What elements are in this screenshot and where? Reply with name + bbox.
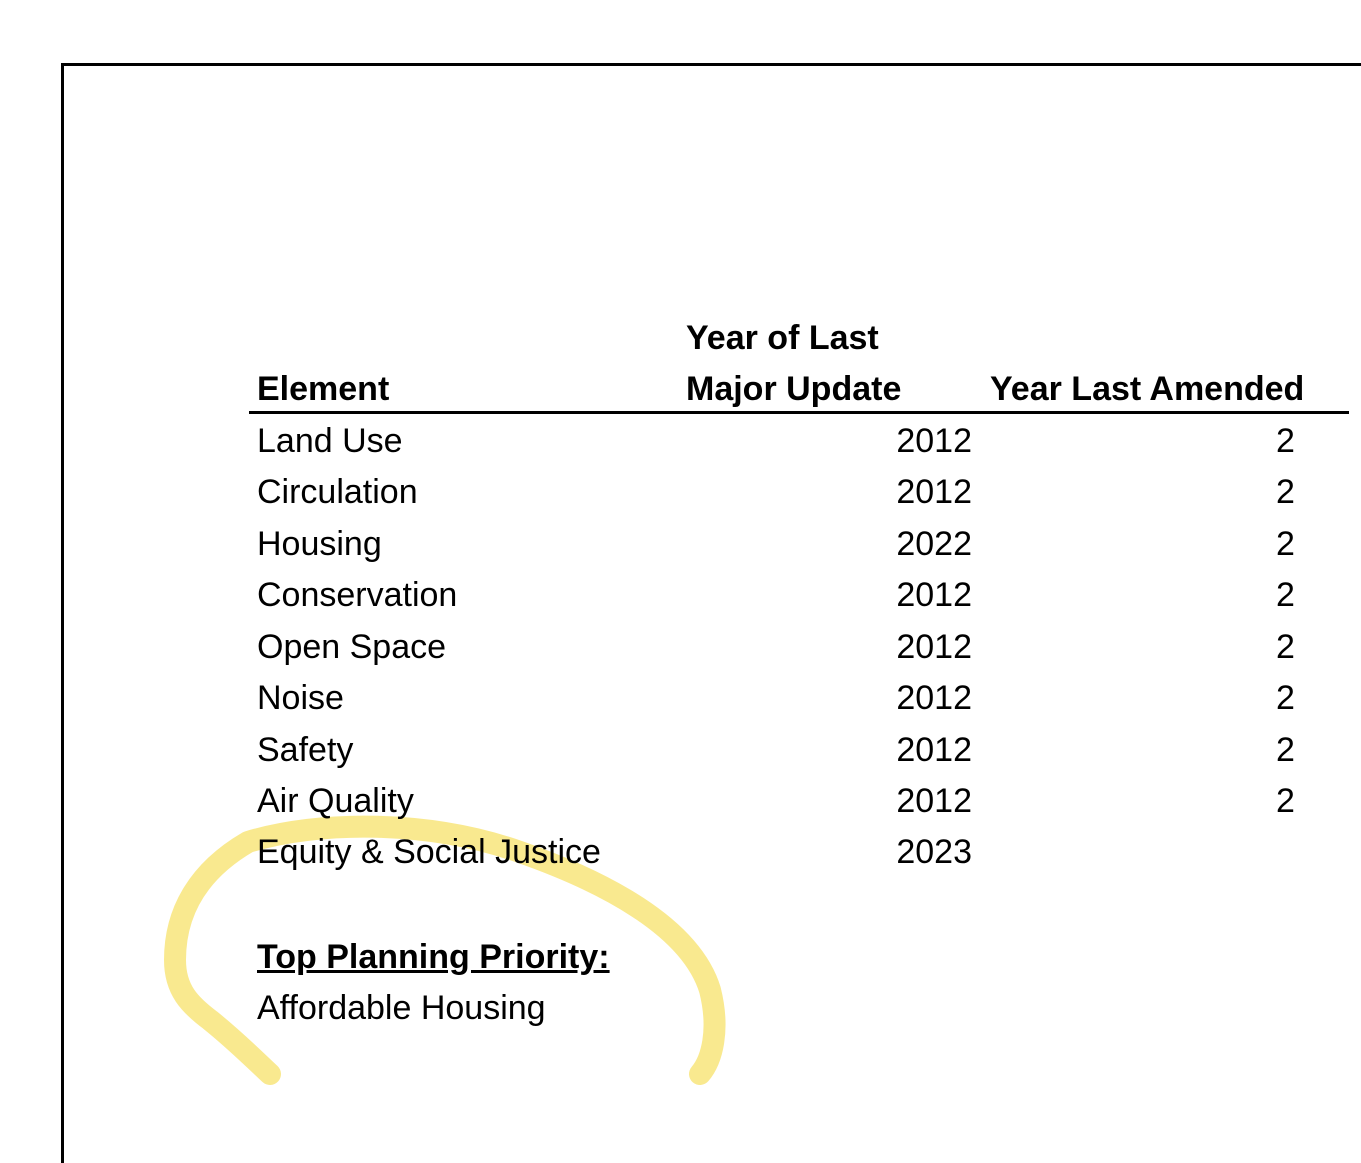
amended-cell: 2 — [1276, 422, 1295, 460]
amended-cell: 2 — [1276, 525, 1295, 563]
element-cell: Conservation — [257, 576, 458, 614]
element-cell: Land Use — [257, 422, 403, 460]
header-element: Element — [257, 370, 390, 408]
header-major-update-line2: Major Update — [686, 370, 902, 408]
element-cell: Open Space — [257, 628, 447, 666]
element-cell: Circulation — [257, 473, 418, 511]
major-update-cell: 2022 — [896, 525, 972, 563]
element-cell: Air Quality — [257, 782, 414, 820]
element-cell: Noise — [257, 679, 344, 717]
table-row — [0, 415, 1295, 467]
table-row — [0, 569, 1295, 621]
amended-cell: 2 — [1276, 628, 1295, 666]
major-update-cell: 2012 — [896, 679, 972, 717]
major-update-cell: 2012 — [896, 576, 972, 614]
header-rule — [249, 411, 1349, 414]
major-update-cell: 2012 — [896, 422, 972, 460]
top-planning-priority-value: Affordable Housing — [257, 989, 546, 1027]
table-row — [0, 724, 1295, 776]
element-cell: Housing — [257, 525, 382, 563]
table-row — [0, 672, 1295, 724]
amended-cell: 2 — [1276, 731, 1295, 769]
major-update-cell: 2023 — [896, 833, 972, 871]
major-update-cell: 2012 — [896, 731, 972, 769]
table-row — [0, 621, 1295, 673]
amended-cell: 2 — [1276, 576, 1295, 614]
header-major-update-line1: Year of Last — [686, 319, 879, 357]
amended-cell: 2 — [1276, 679, 1295, 717]
amended-cell: 2 — [1276, 473, 1295, 511]
major-update-cell: 2012 — [896, 628, 972, 666]
table-row — [0, 466, 1295, 518]
table-row — [0, 826, 1290, 878]
element-cell: Equity & Social Justice — [257, 833, 601, 871]
table-row — [0, 775, 1295, 827]
top-planning-priority-label: Top Planning Priority: — [257, 938, 610, 976]
header-year-last-amended: Year Last Amended — [990, 370, 1305, 408]
major-update-cell: 2012 — [896, 473, 972, 511]
element-cell: Safety — [257, 731, 354, 769]
table-row — [0, 518, 1295, 570]
amended-cell: 2 — [1276, 782, 1295, 820]
major-update-cell: 2012 — [896, 782, 972, 820]
